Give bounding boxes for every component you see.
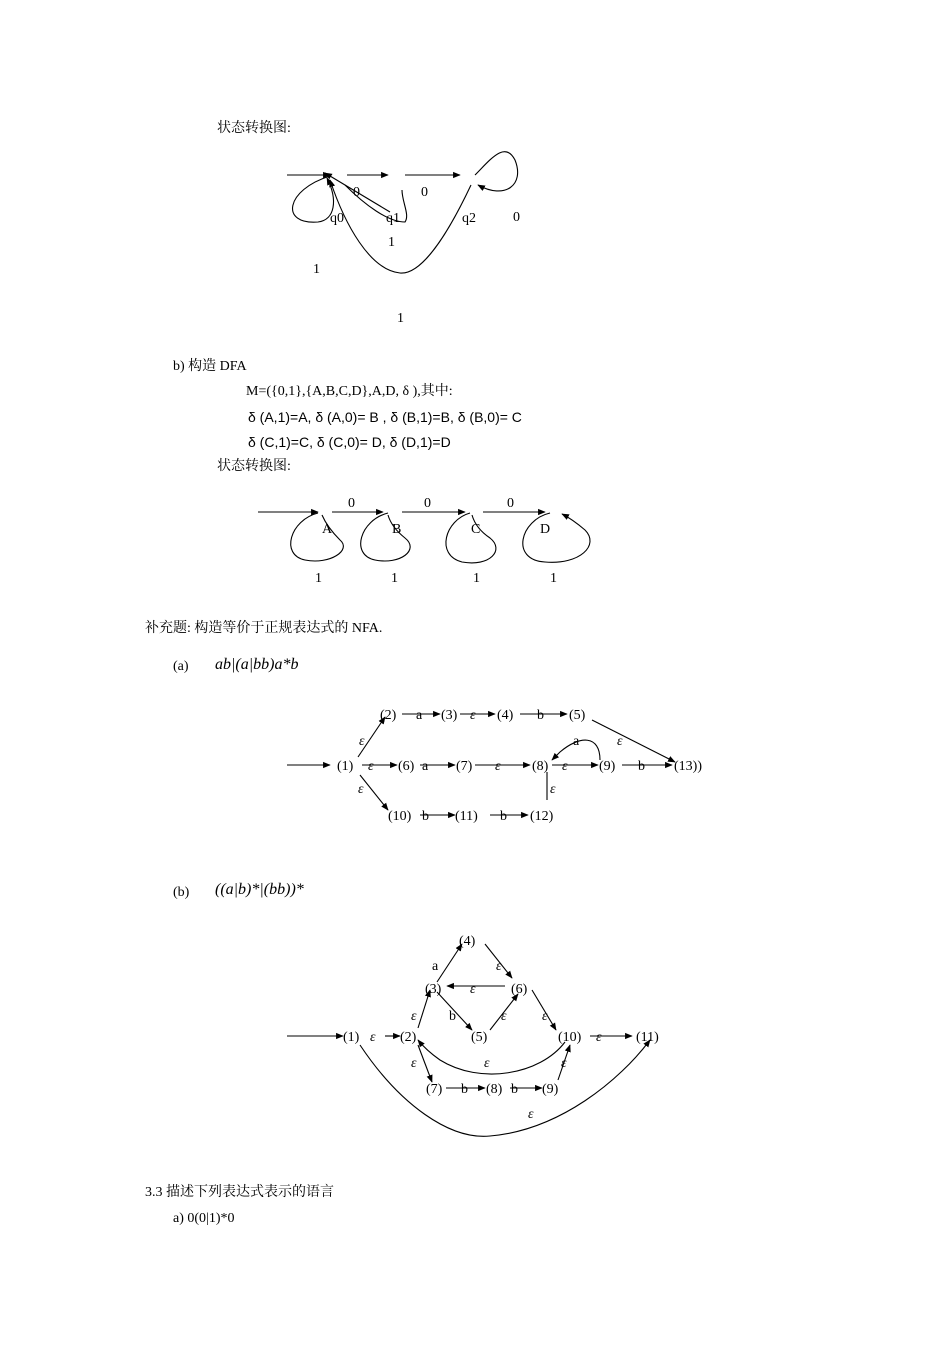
nfa-b-eps-3: ε: [411, 1009, 417, 1024]
state-q2: q2: [462, 211, 476, 226]
nfa-b-eps-11: ε: [528, 1107, 534, 1122]
dfa-state-D: D: [540, 522, 551, 537]
edge-q2-q0: [330, 180, 471, 273]
dfa-lbl-1b: 1: [391, 571, 398, 586]
dfa-loop-C: [446, 513, 496, 563]
dfa-loop-B: [361, 513, 410, 561]
nfa-a-eps-1: ε: [470, 708, 476, 723]
dfa-state-A: A: [322, 522, 333, 537]
dfa-loop-A: [291, 513, 344, 561]
nfa-b-node-4: (4): [459, 934, 476, 949]
nfa-b-sym-b1: b: [449, 1009, 456, 1024]
lbl-0c: 0: [513, 210, 520, 225]
section1-heading: 状态转换图:: [217, 121, 291, 136]
nfa-b-eps-4: ε: [501, 1009, 507, 1024]
lbl-1c: 1: [397, 311, 404, 326]
lbl-1a: 1: [388, 235, 395, 250]
part-b-expression: ((a|b)*|(bb))*: [215, 881, 304, 898]
dfa-lbl-0a: 0: [348, 496, 355, 511]
nfa-b-node-9: (9): [542, 1082, 559, 1097]
dfa-loop-D: [523, 513, 590, 562]
nfa-b-eps-8: ε: [411, 1056, 417, 1071]
nfa-b-sym-b3: b: [511, 1082, 518, 1097]
lbl-1b: 1: [313, 262, 320, 277]
nfa-a-node-11: (11): [455, 809, 478, 824]
nfa-a-sym-a3: a: [422, 759, 429, 774]
nfa-a-sym-b4: b: [500, 809, 507, 824]
state-q0: q0: [330, 211, 344, 226]
loop-q0: [293, 176, 334, 222]
nfa-a-node-6: (6): [398, 759, 415, 774]
nfa-b-node-10: (10): [558, 1030, 582, 1045]
dfa-state-C: C: [471, 522, 481, 537]
nfa-b-node-2: (2): [400, 1030, 417, 1045]
dfa-lbl-0c: 0: [507, 496, 514, 511]
nfa-b-2-7: [418, 1045, 432, 1082]
nfa-b-node-6: (6): [511, 982, 528, 997]
state-q1: q1: [386, 211, 400, 226]
nfa-a-1-10: [360, 775, 388, 810]
nfa-a-node-5: (5): [569, 708, 586, 723]
section-b-diagram-heading: 状态转换图:: [217, 459, 291, 474]
lbl-0a: 0: [353, 185, 360, 200]
nfa-a-eps-2: ε: [359, 734, 365, 749]
nfa-b-node-3: (3): [425, 982, 442, 997]
nfa-a-sym-a1: a: [416, 708, 423, 723]
nfa-a-sym-a2: a: [573, 734, 580, 749]
nfa-a-eps-8: ε: [550, 782, 556, 797]
nfa-a-eps-7: ε: [358, 782, 364, 797]
section33-item-a: a) 0(0|1)*0: [173, 1211, 235, 1226]
nfa-b-eps-10: ε: [561, 1056, 567, 1071]
dfa-lbl-1d: 1: [550, 571, 557, 586]
dfa-lbl-0b: 0: [424, 496, 431, 511]
part-b-label: (b): [173, 885, 190, 900]
nfa-a-sym-b3: b: [422, 809, 429, 824]
nfa-b-node-1: (1): [343, 1030, 360, 1045]
nfa-a-eps-4: ε: [368, 759, 374, 774]
nfa-b-node-11: (11): [636, 1030, 659, 1045]
nfa-a-sym-b2: b: [638, 759, 645, 774]
nfa-a-node-7: (7): [456, 759, 473, 774]
nfa-b-sym-a: a: [432, 959, 439, 974]
part-a-expression: ab|(a|bb)a*b: [215, 656, 299, 673]
nfa-b-node-8: (8): [486, 1082, 503, 1097]
nfa-a-node-2: (2): [380, 708, 397, 723]
nfa-a-node-4: (4): [497, 708, 514, 723]
nfa-a-eps-3: ε: [617, 734, 623, 749]
nfa-a-node-13: (13)): [674, 759, 702, 774]
nfa-b-eps-2: ε: [470, 982, 476, 997]
supplement-heading: 补充题: 构造等价于正规表达式的 NFA.: [145, 621, 383, 636]
nfa-b-eps-5: ε: [542, 1009, 548, 1024]
nfa-b-10-2: [418, 1040, 565, 1074]
nfa-a-eps-6: ε: [562, 759, 568, 774]
nfa-a-eps-5: ε: [495, 759, 501, 774]
section-b-delta-2: δ (C,1)=C, δ (C,0)= D, δ (D,1)=D: [248, 434, 451, 450]
nfa-b-3-4: [437, 944, 462, 982]
dfa-lbl-1c: 1: [473, 571, 480, 586]
nfa-a-node-3: (3): [441, 708, 458, 723]
nfa-b-eps-1: ε: [496, 959, 502, 974]
nfa-a-sym-b1: b: [537, 708, 544, 723]
nfa-b-eps-7: ε: [596, 1030, 602, 1045]
nfa-b-sym-b2: b: [461, 1082, 468, 1097]
section-b-delta-1: δ (A,1)=A, δ (A,0)= B , δ (B,1)=B, δ (B,0)= C: [248, 409, 522, 425]
nfa-a-node-8: (8): [532, 759, 549, 774]
section-b-heading: b) 构造 DFA: [173, 359, 247, 374]
nfa-a-5-13: [592, 720, 675, 762]
loop-q2: [475, 152, 518, 191]
nfa-a-node-9: (9): [599, 759, 616, 774]
nfa-b-1-11: [360, 1040, 650, 1136]
section-b-m-line: M=({0,1},{A,B,C,D},A,D, δ ),其中:: [246, 384, 453, 399]
dfa-state-B: B: [392, 522, 402, 537]
dfa-lbl-1a: 1: [315, 571, 322, 586]
nfa-b-eps-6: ε: [370, 1030, 376, 1045]
nfa-b-node-5: (5): [471, 1030, 488, 1045]
nfa-a-node-12: (12): [530, 809, 554, 824]
nfa-b-eps-9: ε: [484, 1056, 490, 1071]
nfa-a-node-10: (10): [388, 809, 412, 824]
section33-heading: 3.3 描述下列表达式表示的语言: [145, 1185, 334, 1200]
nfa-b-node-7: (7): [426, 1082, 443, 1097]
nfa-a-node-1: (1): [337, 759, 354, 774]
part-a-label: (a): [173, 659, 189, 674]
lbl-0b: 0: [421, 185, 428, 200]
